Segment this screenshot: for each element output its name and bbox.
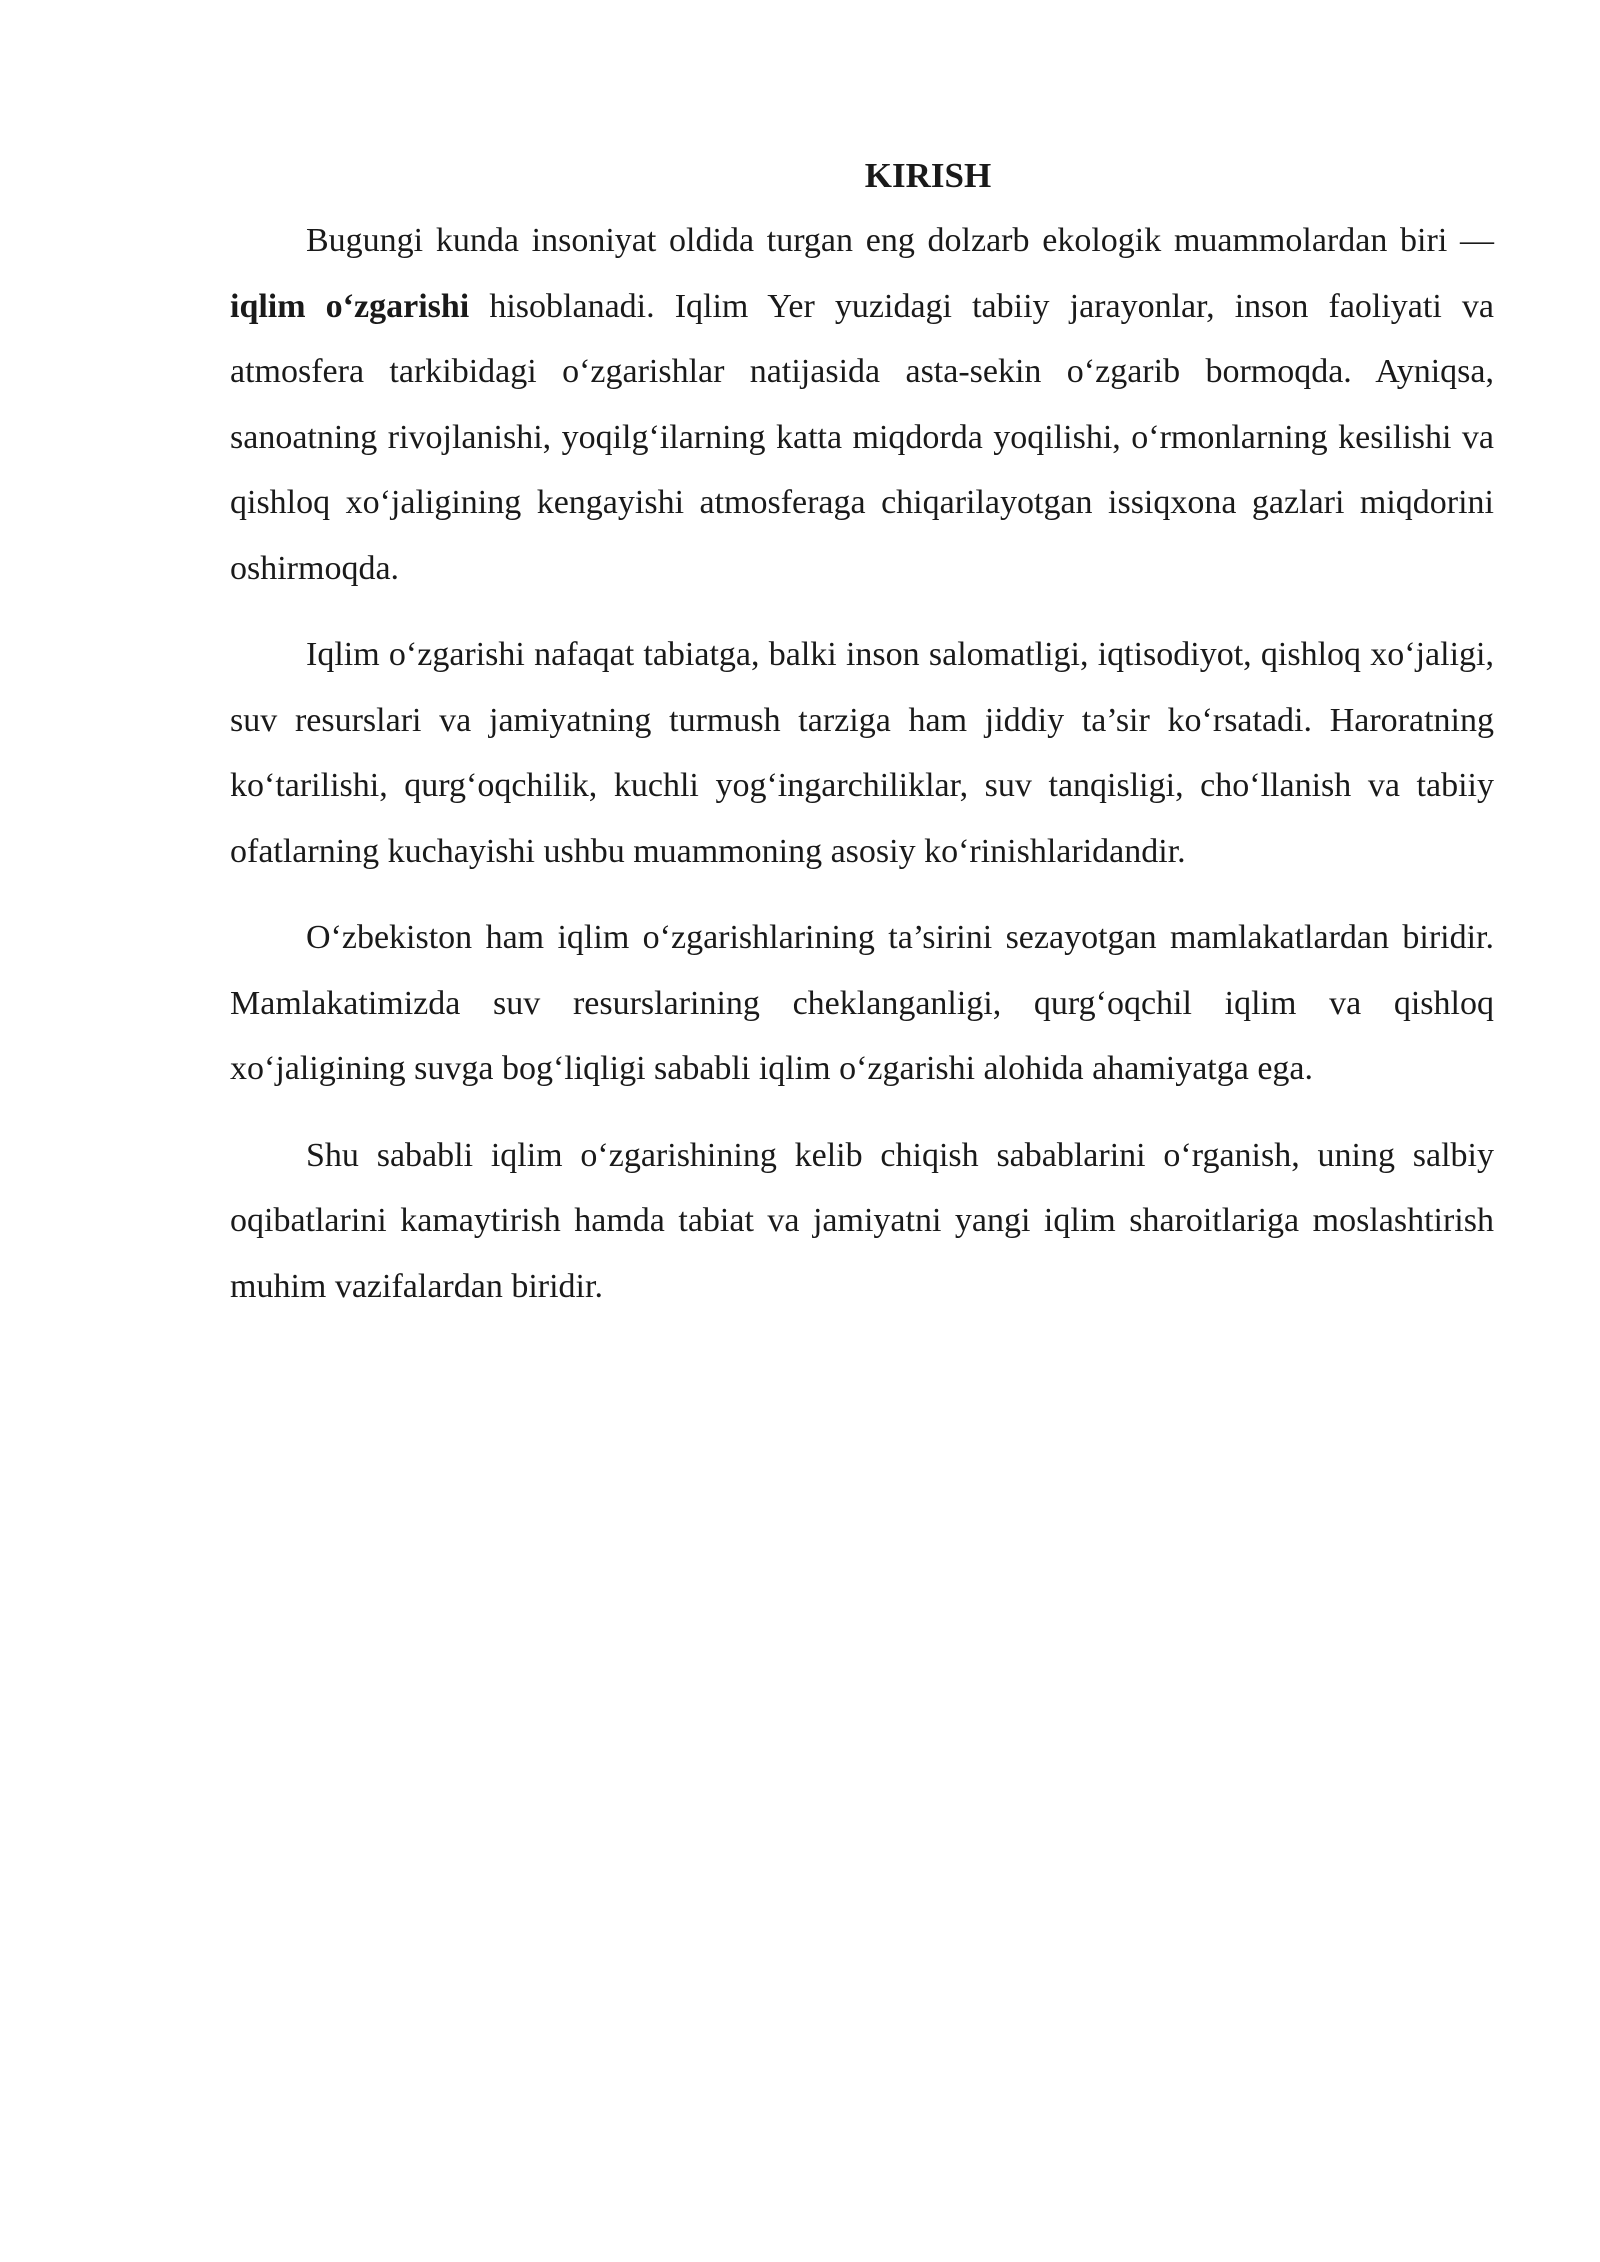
paragraph-1-text-end: hisoblanadi. Iqlim Yer yuzidagi tabiiy jarayonlar, inson faoliyati va atmosfera tarkibidagi o‘zgarishlar natijasida asta-sekin o‘zgarib bormoqda. Ayniqsa, sanoatning rivojlanishi, yoqilg‘ilarning katta miqdorda yoqilishi, o‘rmonlarning kesilishi va qishloq xo‘jaligining kengayishi atmosferaga chiqarilayotgan issiqxona gazlari miqdorini oshirmoqda. bbox=[230, 287, 1494, 587]
paragraph-1-bold-term: iqlim o‘zgarishi bbox=[230, 287, 470, 325]
paragraph-3: O‘zbekiston ham iqlim o‘zgarishlarining ta’sirini sezayotgan mamlakatlardan biridir. Mamlakatimizda suv resurslarining cheklanganligi, qurg‘oqchil iqlim va qishloq xo‘jaligining suvga bog‘liqligi sababli iqlim o‘zgarishi alohida ahamiyatga ega. bbox=[230, 919, 1494, 1087]
paragraph-1-text-start: Bugungi kunda insoniyat oldida turgan eng dolzarb ekologik muammolardan biri — bbox=[306, 222, 1494, 259]
page-title: KIRISH bbox=[864, 156, 992, 195]
document-body bbox=[230, 148, 1494, 1340]
paragraph-1 bbox=[230, 208, 1494, 601]
paragraph-2: Iqlim o‘zgarishi nafaqat tabiatga, balki inson salomatligi, iqtisodiyot, qishloq xo‘jaligi, suv resurslari va jamiyatning turmush tarziga ham jiddiy ta’sir ko‘rsatadi. Haroratning ko‘tarilishi, qurg‘oqchilik, kuchli yog‘ingarchiliklar, suv tanqisligi, cho‘llanish va tabiiy ofatlarning kuchayishi ushbu muammoning asosiy ko‘rinishlaridandir. bbox=[230, 636, 1494, 870]
paragraph-4: Shu sababli iqlim o‘zgarishining kelib chiqish sabablarini o‘rganish, uning salbiy oqibatlarini kamaytirish hamda tabiat va jamiyatni yangi iqlim sharoitlariga moslashtirish muhim vazifalardan biridir. bbox=[230, 1136, 1494, 1305]
